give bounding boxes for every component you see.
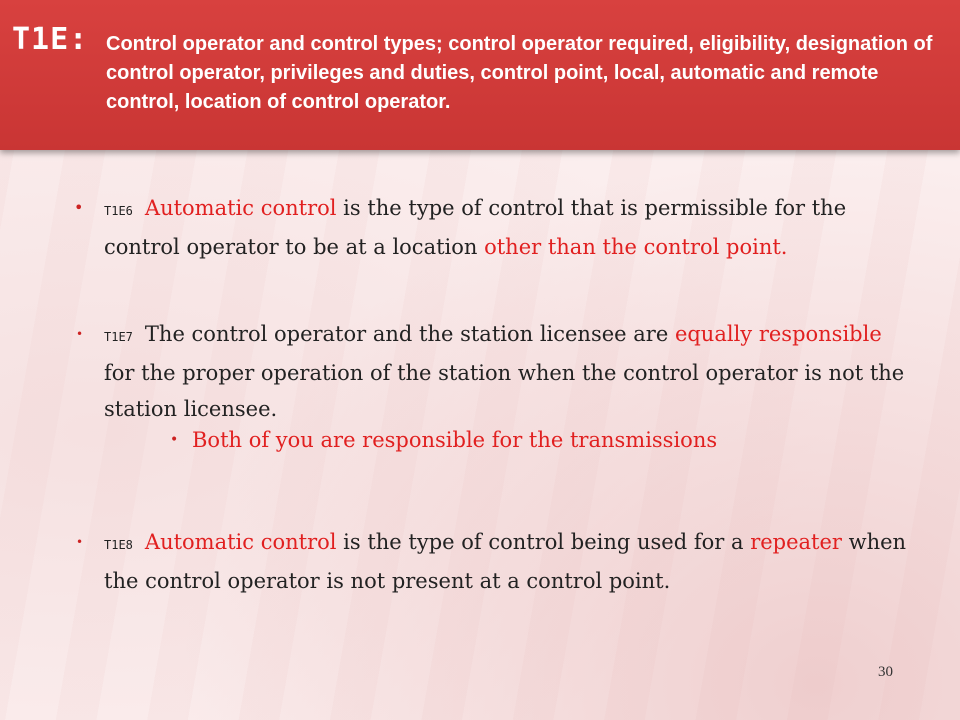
question-code: T1E8 xyxy=(104,538,133,552)
bullet-item-t1e6 xyxy=(74,190,914,265)
text-segment: for the proper operation of the station when the control operator is not the station licensee. xyxy=(104,361,905,421)
question-code: T1E6 xyxy=(104,204,133,218)
text-segment: equally responsible xyxy=(674,322,882,346)
bullet-item-t1e7 xyxy=(76,316,914,427)
text-segment: The control operator and the station licensee are xyxy=(144,322,675,346)
bullet-icon: • xyxy=(170,432,179,448)
question-code: T1E7 xyxy=(104,330,133,344)
text-segment: is the type of control that is permissible for the control operator to be at a location xyxy=(104,196,847,259)
slide-code: T1E: xyxy=(12,22,89,57)
text-segment: when the control operator is not present at a control point. xyxy=(104,530,907,593)
text-segment: is the type of control being used for a xyxy=(336,530,751,554)
text-segment: Automatic control xyxy=(144,530,337,554)
bullet-icon: • xyxy=(76,535,84,549)
text-segment: Automatic control xyxy=(144,196,337,220)
bullet-icon: • xyxy=(74,198,84,217)
bullet-item-t1e8 xyxy=(76,524,914,599)
text-segment: other than the control point. xyxy=(484,235,788,259)
text-segment: repeater xyxy=(750,530,842,554)
page-number: 30 xyxy=(878,664,893,680)
sub-bullet-text: Both of you are responsible for the transmissions xyxy=(192,428,718,452)
bullet-icon: • xyxy=(76,327,84,341)
sub-bullet-item xyxy=(170,422,912,458)
slide-title: Control operator and control types; control operator required, eligibility, designation of control operator, privileges and duties, control point, local, automatic and remote control, location of control operator. xyxy=(106,33,933,113)
